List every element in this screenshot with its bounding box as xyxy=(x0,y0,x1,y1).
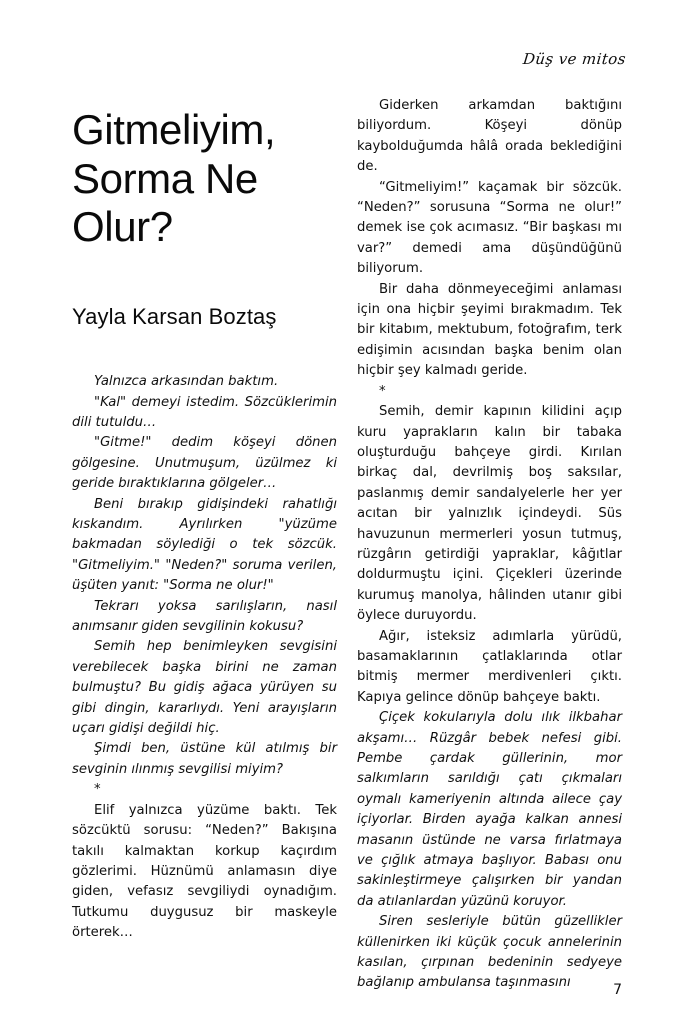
paragraph: Giderken arkamdan baktığını biliyordum. Köşeyi dönüp kaybolduğumda hâlâ orada beklediğini de. xyxy=(357,98,622,175)
paragraph: Çiçek kokularıyla dolu ılık ilkbahar akşamı… Rüzgâr bebek nefesi gibi. Pembe çardak güllerinin, mor salkımların sarıldığı çatı çıkmaları oymalı kameriyenin altında ailece çay içiyorlar. Birden ayağa kalkan annesi masanın üstünde ne varsa fırlatmaya ve çığlık atmaya başlıyor. Babası onu sakinleştirmeye çalışırken bir yandan da atılanlardan yüzünü koruyor. xyxy=(357,710,622,909)
paragraph: Semih, demir kapının kilidini açıp kuru yaprakların kalın bir tabaka oluşturduğu bahçeye girdi. Kırılan birkaç dal, devrilmiş boş saksılar, paslanmış demir sandalyelerle her yer acıtan bir yalnızlık içindeydi. Süs havuzunun mermerleri yosun tutmuş, rüzgârın getirdiği yapraklar, kâğıtlar doldurmuştu içini. Çiçekleri üzerinde kurumuş manolya, hâlinden utanır gibi öylece duruyordu. xyxy=(357,404,622,624)
paragraph: Siren sesleriyle bütün güzellikler küllenirken iki küçük çocuk annelerinin kasılan, çırpınan bedeninin sedyeye bağlanıp ambulansa taşınmasını xyxy=(357,914,622,991)
page-number: 7 xyxy=(613,982,622,998)
author-name: Yayla Karsan Boztaş xyxy=(72,304,277,330)
paragraph: Ağır, isteksiz adımlarla yürüdü, basamaklarının çatlaklarında otlar bitmiş mermer merdivenleri çıktı. Kapıya gelince dönüp bahçeye baktı. xyxy=(357,628,622,705)
left-column xyxy=(72,96,337,944)
left-column-body xyxy=(72,372,337,943)
section-separator: * xyxy=(94,782,101,798)
paragraph: Semih hep benimleyken sevgisini verebilecek başka birini ne zaman bulmuştu? Bu gidiş ağaca yürüyen su gibi dingin, kararlıydı. Yeni arayışların uçarı gidişi değildi hiç. xyxy=(72,639,337,737)
paragraph: "Gitme!" dedim köşeyi dönen gölgesine. Unutmuşum, üzülmez ki geride bıraktıklarına gölgeler… xyxy=(72,435,337,492)
paragraph: “Gitmeliyim!” kaçamak bir sözcük. “Neden?” sorusuna “Sorma ne olur!” demek ise çok acımasız. “Bir başkası mı var?” demedi ama düşündüğünü biliyorum. xyxy=(357,179,622,277)
paragraph: Yalnızca arkasından baktım. xyxy=(94,374,279,390)
page-title-line-2: Sorma Ne xyxy=(72,154,258,202)
page-title xyxy=(72,96,337,252)
paragraph: Beni bırakıp gidişindeki rahatlığı kıskandım. Ayrılırken "yüzüme bakmadan söylediği o tek sözcük. "Gitmeliyim." "Neden?" soruma verilen, üşüten yanıt: "Sorma ne olur!" xyxy=(72,496,337,594)
paragraph: Elif yalnızca yüzüme baktı. Tek sözcüktü sorusu: “Neden?” Bakışına takılı kalmaktan korkup kaçırdım gözlerimi. Hüznümü anlamasın diye giden, vefasız sevgiliydi oynadığım. Tutkumu duygusuz bir maskeyle örterek… xyxy=(72,802,337,941)
page-title-line-3: Olur? xyxy=(72,203,173,251)
section-separator: * xyxy=(379,383,386,399)
paragraph: "Kal" demeyi istedim. Sözcüklerimin dili tutuldu… xyxy=(72,394,337,430)
running-header: Düş ve mitos xyxy=(522,50,627,68)
paragraph: Şimdi ben, üstüne kül atılmış bir sevginin ılınmış sevgilisi miyim? xyxy=(72,741,337,777)
paragraph: Bir daha dönmeyeceğimi anlaması için ona hiçbir şeyimi bırakmadım. Tek bir kitabım, mektubum, fotoğrafım, terk edişimin acısından başka benim olan hiçbir şey kalmadı geride. xyxy=(357,281,622,379)
page-title-line-1: Gitmeliyim, xyxy=(72,106,276,153)
paragraph: Tekrarı yoksa sarılışların, nasıl anımsanır giden sevgilinin kokusu? xyxy=(72,598,337,635)
right-column-body xyxy=(357,96,622,994)
right-column xyxy=(357,96,622,994)
